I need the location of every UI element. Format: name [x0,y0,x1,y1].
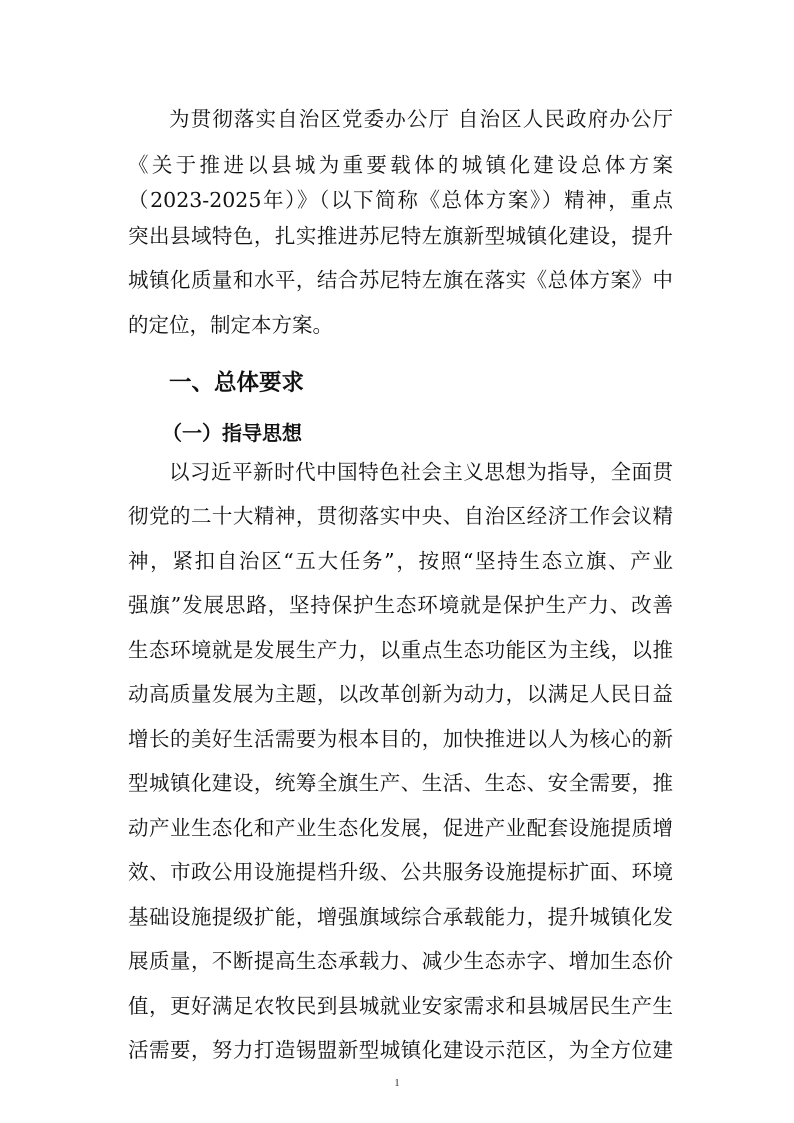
paragraph-line: 突出县域特色，扎实推进苏尼特左旗新型城镇化建设，提升 [128,224,673,248]
paragraph-line: （2023-2025年）》（以下简称《总体方案》）精神，重点 [128,188,673,212]
paragraph-line: 强旗”发展思路，坚持保护生态环境就是保护生产力、改善 [128,593,673,617]
paragraph-line: 的定位，制定本方案。 [128,313,333,337]
paragraph-line: 为贯彻落实自治区党委办公厅 自治区人民政府办公厅 [169,107,673,131]
paragraph-line: 展质量，不断提高生态承载力、减少生态赤字、增加生态价 [128,949,673,973]
paragraph-line: 生态环境就是发展生产力，以重点生态功能区为主线，以推 [128,638,673,662]
paragraph-line: 《关于推进以县城为重要载体的城镇化建设总体方案 [128,153,673,177]
paragraph-line: 动高质量发展为主题，以改革创新为动力，以满足人民日益 [128,682,673,706]
paragraph-line: 效、市政公用设施提档升级、公共服务设施提标扩面、环境 [128,860,673,884]
paragraph-line: 动产业生态化和产业生态化发展，促进产业配套设施提质增 [128,816,673,840]
subsection-heading: （一）指导思想 [162,421,302,445]
paragraph-line: 城镇化质量和水平，结合苏尼特左旗在落实《总体方案》中 [128,268,673,292]
paragraph-line: 增长的美好生活需要为根本目的，加快推进以人为核心的新 [128,727,673,751]
paragraph-line: 值，更好满足农牧民到县城就业安家需求和县城居民生产生 [128,994,673,1018]
paragraph-line: 基础设施提级扩能，增强旗域综合承载能力，提升城镇化发 [128,905,673,929]
section-heading: 一、总体要求 [169,370,305,396]
page-number: 1 [394,1077,400,1089]
paragraph-line: 型城镇化建设，统筹全旗生产、生活、生态、安全需要，推 [128,771,673,795]
paragraph-line: 以习近平新时代中国特色社会主义思想为指导，全面贯 [169,460,673,484]
paragraph-line: 神，紧扣自治区“五大任务”，按照“坚持生态立旗、产业 [128,549,673,573]
paragraph-line: 活需要，努力打造锡盟新型城镇化建设示范区，为全方位建 [128,1038,673,1062]
paragraph-line: 彻党的二十大精神，贯彻落实中央、自治区经济工作会议精 [128,504,673,528]
